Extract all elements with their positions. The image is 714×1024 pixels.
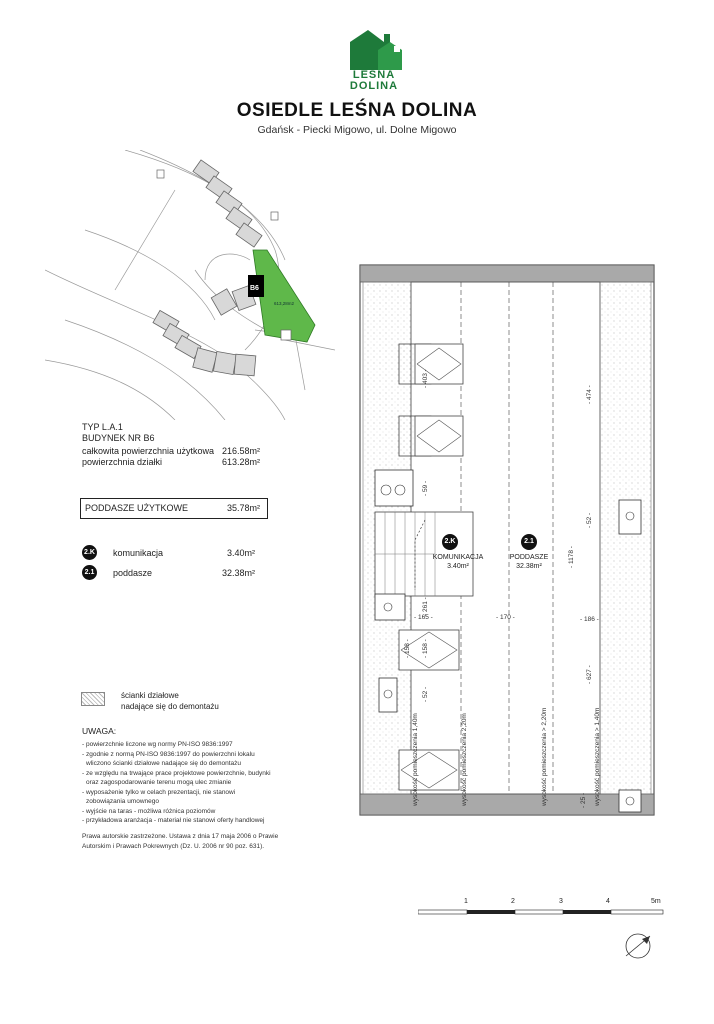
room-name-2k: komunikacja [113, 548, 164, 558]
scale-tick-4: 4 [606, 898, 610, 905]
height-label-2: wysokość pomieszczenia 2,20m [461, 713, 468, 806]
floor-name: PODDASZE UŻYTKOWE [85, 503, 189, 513]
plot-area-label: powierzchnia działki [82, 457, 163, 467]
note-line: wliczono ścianki działowe nadające się do demontażu [86, 760, 242, 767]
floor-area: 35.78m² [227, 503, 261, 513]
room-badge-2k: 2.K [82, 545, 97, 560]
plan-room-1-area: 32.38m² [516, 563, 542, 570]
floor-summary-box [80, 498, 268, 519]
plan-badge-21: 2.1 [524, 538, 534, 545]
building-label: BUDYNEK NR B6 [82, 433, 155, 443]
dim-52a: - 52 - [586, 512, 593, 528]
note-line: - ze względu na trwające prace projektowe powierzchnie, budynki [82, 769, 271, 777]
plan-room-k-area: 3.40m² [447, 563, 469, 570]
height-label-1: wysokość pomieszczenia 1,40m [412, 713, 419, 806]
plan-badge-2k: 2.K [444, 538, 456, 545]
scale-bar [418, 906, 668, 916]
total-area-value: 216.58m² [222, 446, 261, 456]
note-line: oraz zagospodarowanie terenu mogą ulec zmianie [86, 779, 232, 786]
dim-52b: - 52 - [422, 686, 429, 702]
plan-room-k-name: KOMUNIKACJA [432, 554, 484, 561]
page-title: OSIEDLE LEŚNA DOLINA [236, 100, 478, 121]
north-arrow-icon [620, 928, 656, 964]
scale-tick-1: 1 [464, 898, 468, 905]
dim-170: - 170 - [496, 614, 515, 621]
notes-title: UWAGA: [82, 726, 117, 736]
note-line: - zgodnie z normą PN-ISO 9836:1997 do powierzchni lokalu [82, 750, 255, 758]
siteplan-plot-tag: 613,28m2 [274, 301, 295, 306]
logo-text-line2: DOLINA [349, 80, 399, 92]
copyright-note [82, 832, 282, 851]
dim-627: - 627 - [586, 665, 593, 684]
dim-158a: - 158 - [404, 639, 411, 658]
copyright-line: Prawa autorskie zastrzeżone. Ustawa z dnia 17 maja 2006 o Prawie [82, 833, 279, 840]
site-plan [45, 150, 335, 420]
note-line: - przykładowa aranżacja - materiał nie stanowi oferty handlowej [82, 817, 265, 824]
dim-403: - 403 - [422, 369, 429, 388]
note-line: - powierzchnie liczone wg normy PN-ISO 9836:1997 [82, 741, 233, 748]
plan-room-1-name: PODDASZE [509, 554, 549, 561]
dim-165: - 165 - [414, 614, 433, 621]
siteplan-building-tag: B6 [250, 285, 259, 292]
dim-474: - 474 - [586, 385, 593, 404]
copyright-line: Autorskim i Prawach Pokrewnych (Dz. U. 2006 nr 90 poz. 631). [82, 842, 265, 850]
room-area-2k: 3.40m² [227, 548, 256, 558]
note-line: zobowiązania umownego [86, 798, 159, 805]
removable-walls-swatch [81, 692, 105, 706]
notes-list [82, 740, 282, 826]
scale-tick-5m: 5m [651, 898, 661, 905]
note-line: - wyposażenie tylko w celach prezentacji, nie stanowi [82, 788, 236, 796]
logo-icon [348, 28, 404, 70]
dim-1178: - 1178 - [568, 546, 575, 568]
dim-2610: - 261 - [422, 597, 429, 616]
room-badge-21: 2.1 [82, 565, 97, 580]
floor-plan [355, 260, 660, 820]
dim-158b: - 158 - [422, 639, 429, 658]
room-area-21: 32.38m² [222, 568, 256, 578]
logo-text-line1: LEŚNA [352, 69, 396, 81]
plot-area-value: 613.28m² [222, 457, 261, 467]
scale-tick-3: 3 [559, 898, 563, 905]
dim-59: - 59 - [422, 480, 429, 496]
scale-tick-2: 2 [511, 898, 515, 905]
legend-line2: nadające się do demontażu [121, 702, 219, 711]
room-name-21: poddasze [113, 568, 153, 578]
type-label: TYP L.A.1 [82, 422, 123, 432]
dim-25: - 25 - [580, 792, 587, 808]
height-label-3: wysokość pomieszczenia > 2,20m [541, 707, 548, 806]
legend-line1: ścianki działowe [121, 691, 179, 700]
height-label-4: wysokość pomieszczenia > 1,40m [594, 707, 601, 806]
page-subtitle: Gdańsk - Piecki Migowo, ul. Dolne Migowo [257, 124, 457, 136]
note-line: - wyjście na taras - możliwa różnica poziomów [82, 807, 216, 815]
total-area-label: całkowita powierzchnia użytkowa [82, 446, 215, 456]
dim-186: - 186 - [580, 616, 599, 623]
